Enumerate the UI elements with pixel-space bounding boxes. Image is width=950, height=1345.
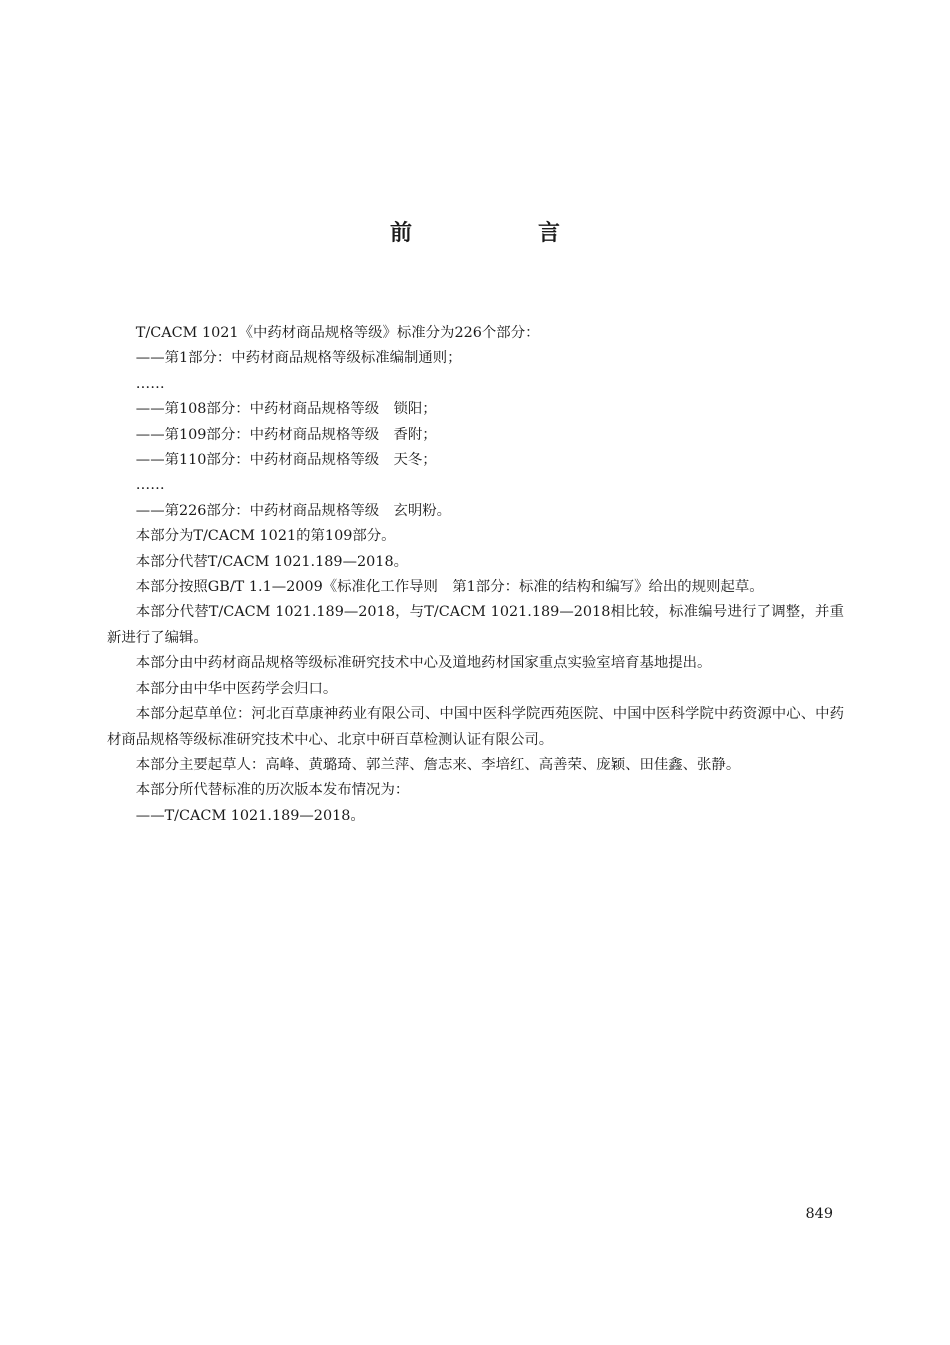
paragraph-replaces: 本部分代替T/CACM 1021.189—2018。 [135,553,408,570]
paragraph-part-number: 本部分为T/CACM 1021的第109部分。 [135,528,396,545]
list-item-part-109: ——第109部分：中药材商品规格等级 香附； [135,426,437,443]
paragraph-version-history: 本部分所代替标准的历次版本发布情况为： [135,782,410,799]
list-ellipsis: …… [135,477,165,494]
page-title: 前 言 [389,221,612,246]
paragraph-under-jurisdiction: 本部分由中华中医药学会归口。 [135,680,338,697]
page-number: 849 [805,1206,833,1222]
paragraph-drafters: 本部分主要起草人：高峰、黄璐琦、郭兰萍、詹志来、李培红、高善荣、庞颖、田佳鑫、张静。 [135,756,741,773]
paragraph-drafting-rules: 本部分按照GB/T 1.1—2009《标准化工作导则 第1部分：标准的结构和编写》给出的规则起草。 [135,579,764,596]
paragraph-standard-parts: T/CACM 1021《中药材商品规格等级》标准分为226个部分： [135,325,540,341]
paragraph-drafting-units: 本部分起草单位：河北百草康神药业有限公司、中国中医科学院西苑医院、中国中医科学院中药资源中心、中药材商品规格等级标准研究技术中心、北京中研百草检测认证有限公司。 [107,706,844,748]
list-item-part-110: ——第110部分：中药材商品规格等级 天冬； [135,452,437,469]
list-item-part-108: ——第108部分：中药材商品规格等级 锁阳； [135,401,437,418]
list-item-previous-version: ——T/CACM 1021.189—2018。 [135,807,365,824]
foreword-body [107,321,844,829]
list-ellipsis: …… [135,375,165,392]
list-item-part-226: ——第226部分：中药材商品规格等级 玄明粉。 [135,502,452,519]
paragraph-proposed-by: 本部分由中药材商品规格等级标准研究技术中心及道地药材国家重点实验室培育基地提出。 [135,655,712,672]
paragraph-changes: 本部分代替T/CACM 1021.189—2018，与T/CACM 1021.189—2018相比较，标准编号进行了调整，并重新进行了编辑。 [107,604,844,646]
list-item-part-1: ——第1部分：中药材商品规格等级标准编制通则； [135,350,462,367]
